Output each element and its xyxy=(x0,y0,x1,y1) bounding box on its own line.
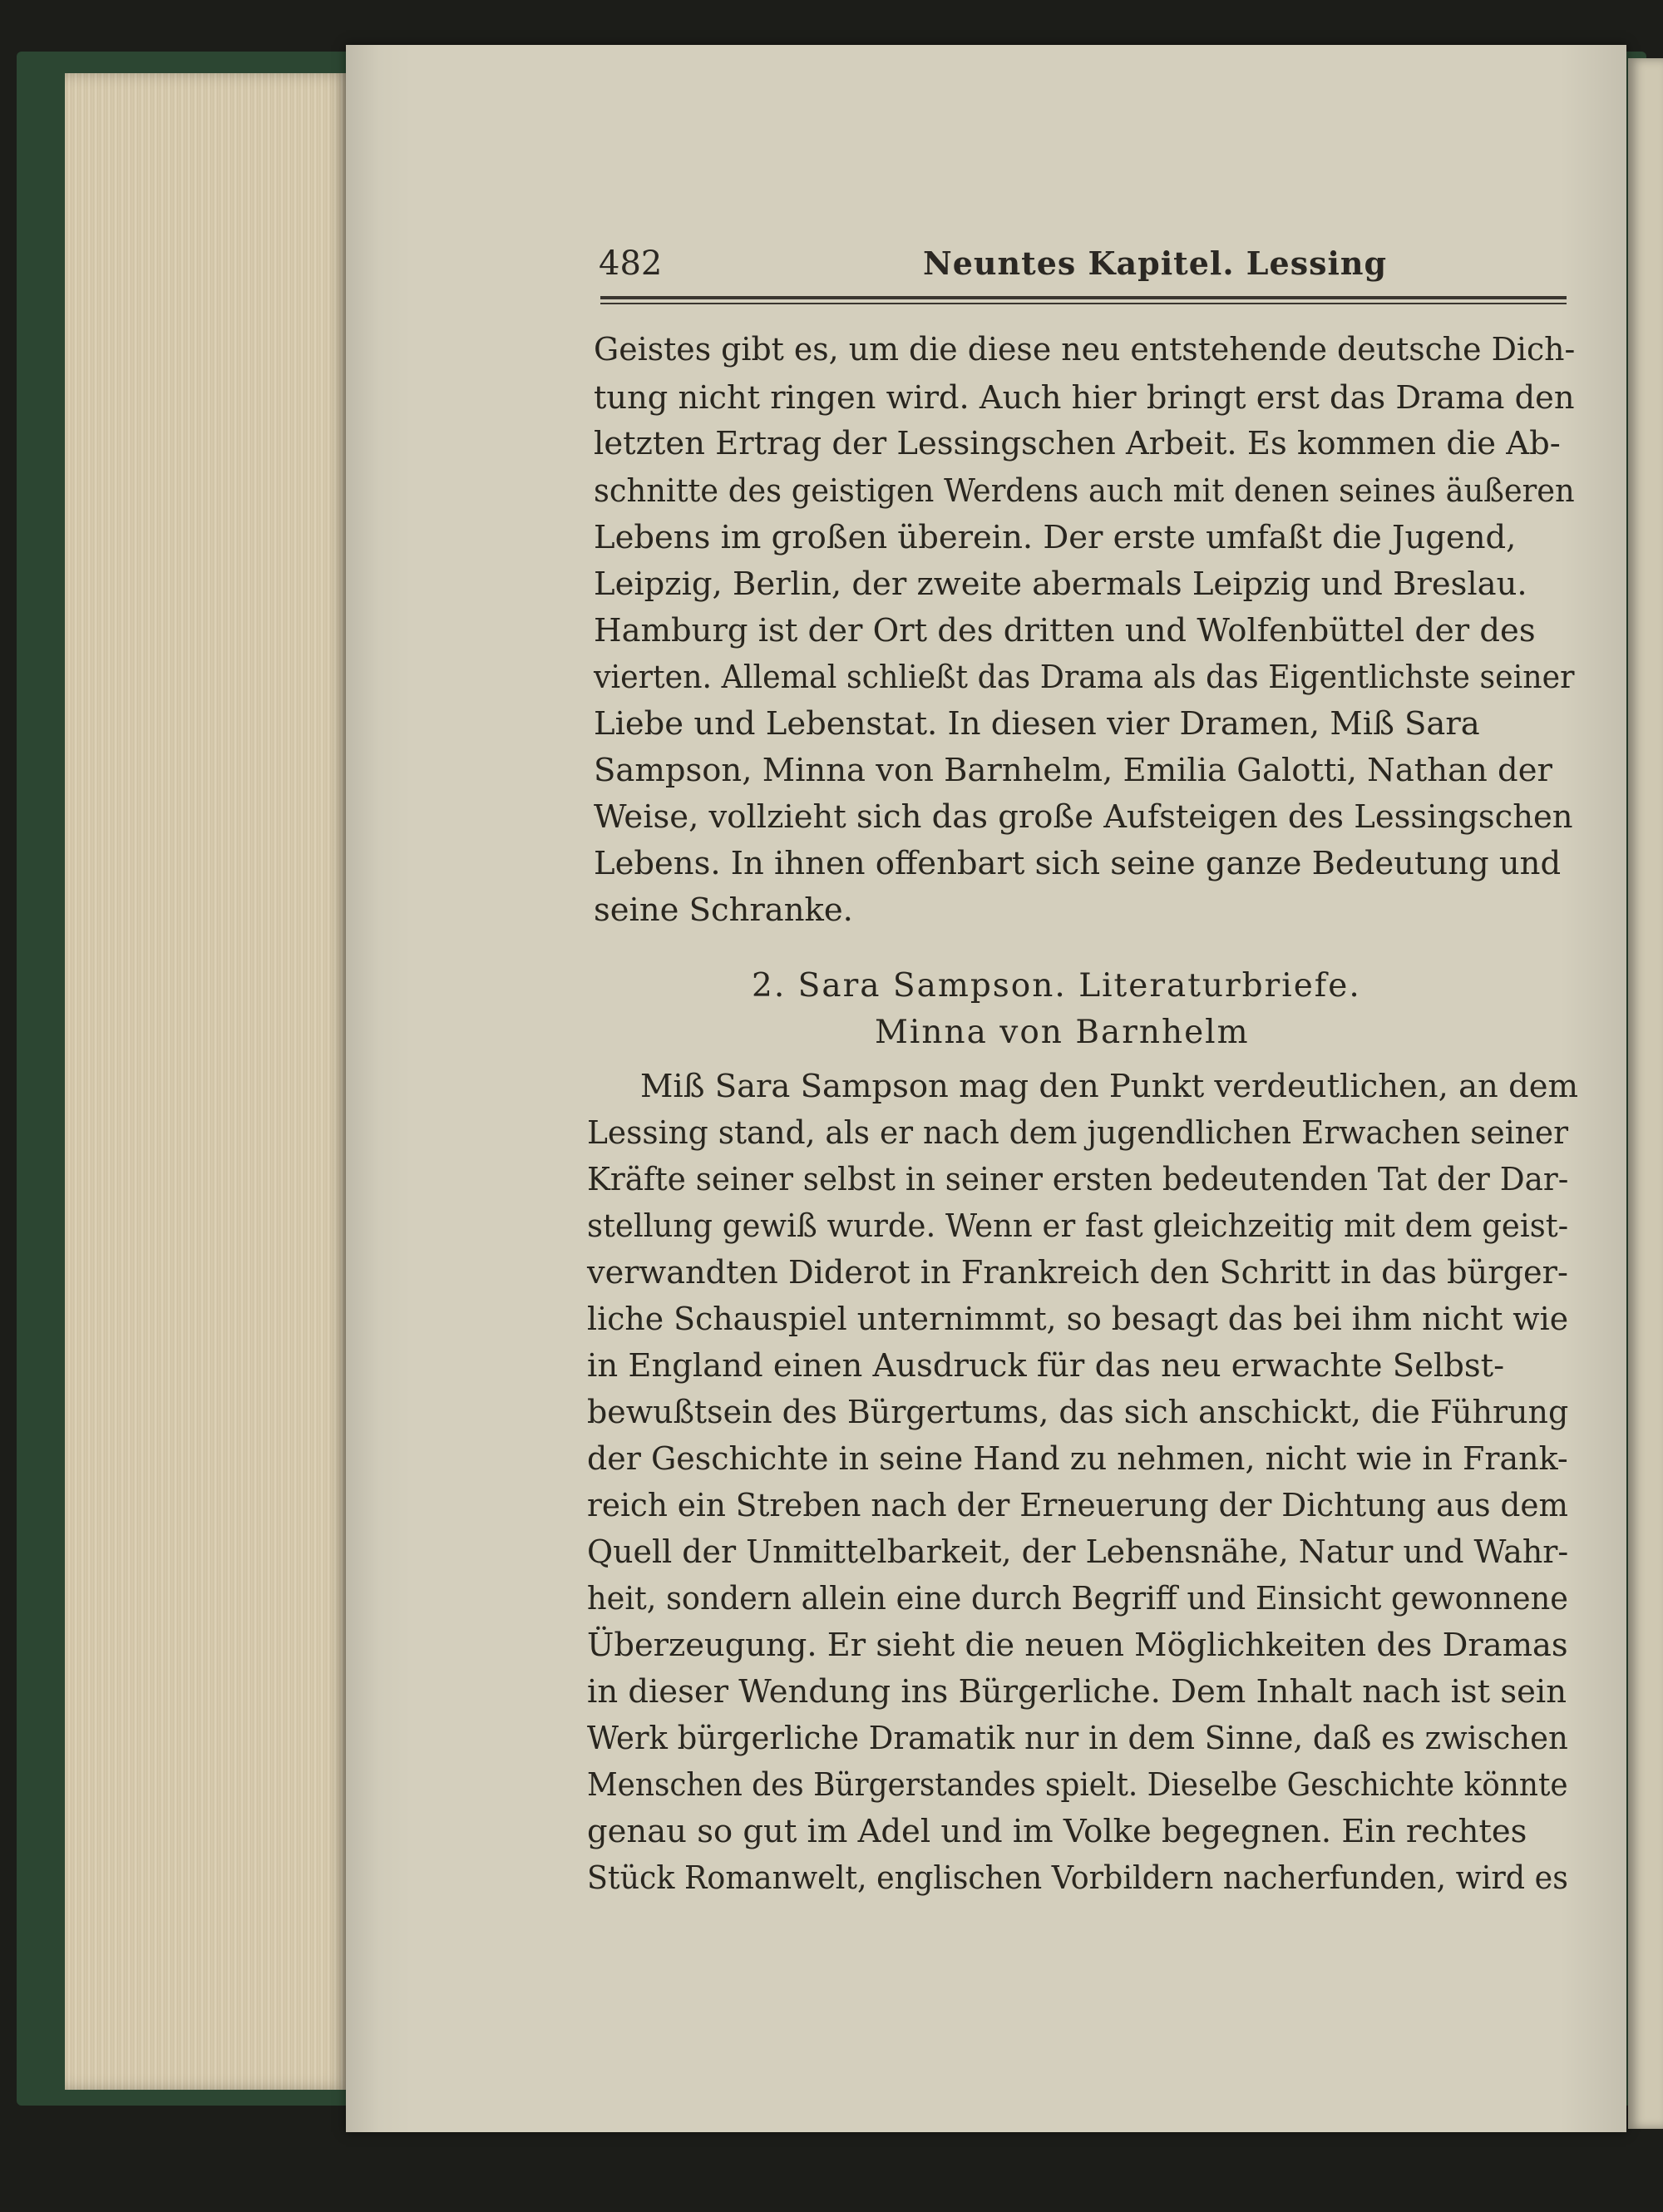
text-line: liche Schauspiel unternimmt, so besagt das bei ihm nicht wie xyxy=(587,1301,1569,1338)
text-line: Kräfte seiner selbst in seiner ersten bedeutenden Tat der Dar- xyxy=(587,1161,1569,1198)
running-head: Neuntes Kapitel. Lessing xyxy=(923,244,1388,282)
section-heading: 2. Sara Sampson. Literaturbriefe. xyxy=(752,967,1361,1005)
text-line: Quell der Unmittelbarkeit, der Lebensnähe, Natur und Wahr- xyxy=(587,1533,1569,1571)
text-line: Geistes gibt es, um die diese neu entstehende deutsche Dich- xyxy=(594,331,1576,368)
header-rule xyxy=(600,303,1567,304)
text-line: Lessing stand, als er nach dem jugendlichen Erwachen seiner xyxy=(587,1114,1569,1152)
text-line: stellung gewiß wurde. Wenn er fast gleichzeitig mit dem geist- xyxy=(587,1207,1569,1245)
text-line: reich ein Streben nach der Erneuerung der Dichtung aus dem xyxy=(587,1487,1568,1524)
text-line: tung nicht ringen wird. Auch hier bringt erst das Drama den xyxy=(594,379,1575,417)
text-line: Werk bürgerliche Dramatik nur in dem Sinne, daß es zwischen xyxy=(587,1720,1568,1757)
text-line: Überzeugung. Er sieht die neuen Möglichkeiten des Dramas xyxy=(587,1627,1568,1664)
text-line: Leipzig, Berlin, der zweite abermals Leipzig und Breslau. xyxy=(594,565,1527,603)
text-line: schnitte des geistigen Werdens auch mit denen seines äußeren xyxy=(594,472,1575,510)
next-page-edge xyxy=(1628,58,1663,2129)
text-line: verwandten Diderot in Frankreich den Schritt in das bürger- xyxy=(587,1254,1568,1291)
text-line: Miß Sara Sampson mag den Punkt verdeutlichen, an dem xyxy=(640,1068,1579,1105)
text-line: Stück Romanwelt, englischen Vorbildern nacherfunden, wird es xyxy=(587,1859,1568,1897)
text-line: genau so gut im Adel und im Volke begegnen. Ein rechtes xyxy=(587,1813,1527,1850)
page-number: 482 xyxy=(599,244,663,283)
text-line: der Geschichte in seine Hand zu nehmen, nicht wie in Frank- xyxy=(587,1440,1568,1478)
text-line: Weise, vollzieht sich das große Aufsteigen des Lessingschen xyxy=(594,798,1573,836)
text-line: Lebens. In ihnen offenbart sich seine ganze Bedeutung und xyxy=(594,845,1562,882)
text-line: letzten Ertrag der Lessingschen Arbeit. Es kommen die Ab- xyxy=(594,425,1561,462)
text-line: Sampson, Minna von Barnhelm, Emilia Galotti, Nathan der xyxy=(594,752,1552,789)
header-rule xyxy=(600,296,1567,299)
text-line: in dieser Wendung ins Bürgerliche. Dem Inhalt nach ist sein xyxy=(587,1673,1567,1711)
text-line: vierten. Allemal schließt das Drama als das Eigentlichste seiner xyxy=(594,659,1575,696)
section-subheading: Minna von Barnhelm xyxy=(875,1014,1250,1051)
text-line: heit, sondern allein eine durch Begriff und Einsicht gewonnene xyxy=(587,1580,1568,1617)
text-line: in England einen Ausdruck für das neu erwachte Selbst- xyxy=(587,1347,1505,1385)
text-line: seine Schranke. xyxy=(594,891,853,929)
text-line: Liebe und Lebenstat. In diesen vier Dramen, Miß Sara xyxy=(594,705,1480,743)
text-line: Hamburg ist der Ort des dritten und Wolfenbüttel der des xyxy=(594,612,1536,649)
text-line: Lebens im großen überein. Der erste umfaßt die Jugend, xyxy=(594,519,1517,556)
text-line: bewußtsein des Bürgertums, das sich anschickt, die Führung xyxy=(587,1394,1569,1431)
text-line: Menschen des Bürgerstandes spielt. Dieselbe Geschichte könnte xyxy=(587,1766,1568,1804)
page-edges xyxy=(65,73,349,2090)
